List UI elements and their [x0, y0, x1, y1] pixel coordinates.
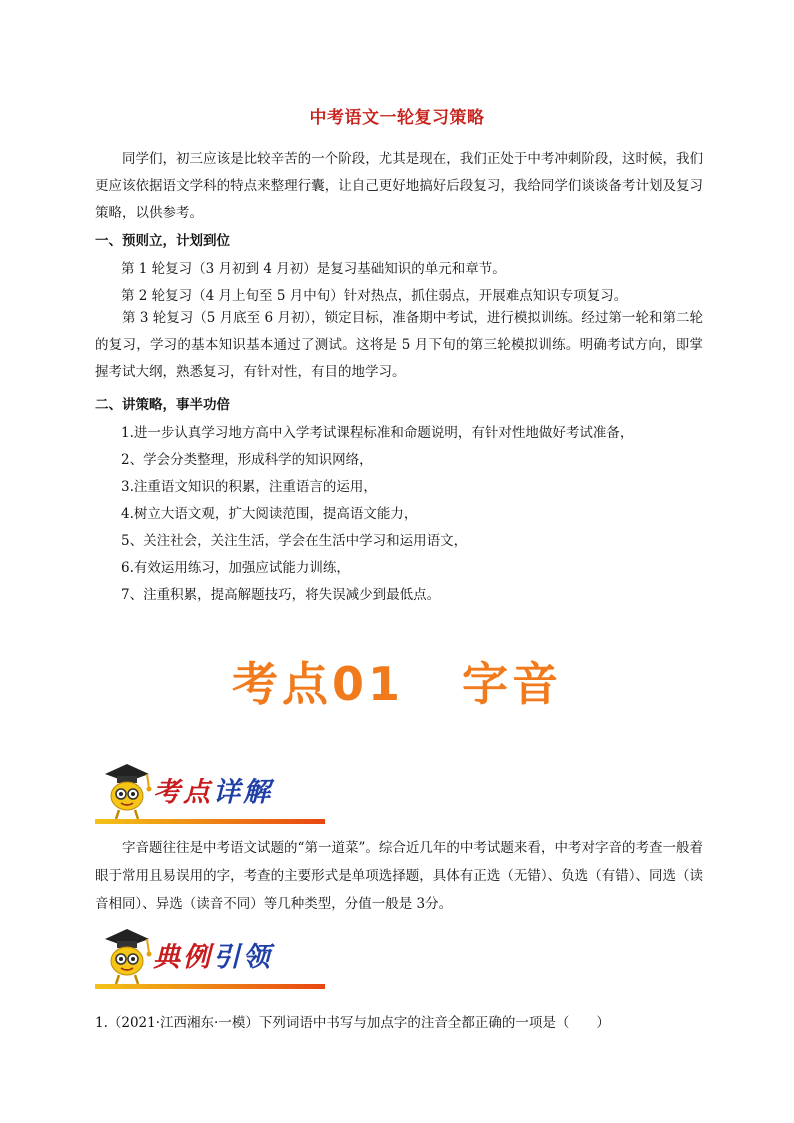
strategy-item: 4.树立大语文观，扩大阅读范围，提高语文能力， — [121, 506, 418, 522]
strategy-item: 6.有效运用练习，加强应试能力训练， — [121, 560, 350, 576]
intro-paragraph: 同学们，初三应该是比较辛苦的一个阶段，尤其是现在，我们正处于中考冲刺阶段，这时候，我们更应该依据语文学科的特点来整理行囊，让自己更好地搞好后段复习，我给同学们谈谈备考计划及复习策略，以供参考。 — [95, 151, 703, 221]
banner-label — [153, 770, 273, 809]
kaodian-topic: 字音 — [462, 657, 562, 711]
banner-kaodian-xiangjie — [95, 760, 325, 830]
question-1: 1.（2021·江西湘东·一模）下列词语中书写与加点字的注音全都正确的一项是（ ） — [95, 1015, 610, 1031]
strategy-item: 1.进一步认真学习地方高中入学考试课程标准和命题说明，有针对性地做好考试准备， — [121, 425, 634, 441]
strategy-item: 3.注重语文知识的积累，注重语言的运用， — [121, 479, 377, 495]
section2-heading: 二、讲策略，事半功倍 — [95, 397, 230, 413]
banner-underline — [95, 819, 325, 824]
page-title: 中考语文一轮复习策略 — [309, 108, 485, 128]
kaodian-title — [0, 648, 794, 714]
scholar-mascot-icon — [97, 925, 157, 987]
strategy-item: 7、注重积累，提高解题技巧，将失误减少到最低点。 — [121, 587, 441, 603]
banner-label-part2: 引领 — [213, 942, 273, 973]
section1-heading: 一、预则立，计划到位 — [95, 233, 230, 249]
kaodian-label: 考点01 — [231, 657, 404, 711]
banner-label-part1: 典例 — [153, 942, 213, 973]
round2-text: 第 2 轮复习（4 月上旬至 5 月中旬）针对热点，抓住弱点，开展难点知识专项复习。 — [121, 288, 628, 304]
round1-text: 第 1 轮复习（3 月初到 4 月初）是复习基础知识的单元和章节。 — [121, 261, 506, 277]
banner-label-part1: 考点 — [153, 777, 213, 808]
scholar-mascot-icon — [97, 760, 157, 822]
strategy-item: 2、学会分类整理，形成科学的知识网络， — [121, 452, 373, 468]
detail-paragraph: 字音题往往是中考语文试题的“第一道菜”。综合近几年的中考试题来看，中考对字音的考查一般着眼于常用且易误用的字，考查的主要形式是单项选择题，具体有正选（无错）、负选（有错）、同选（读音相同）、异选（读音不同）等几种类型，分值一般是 3分。 — [95, 840, 703, 912]
banner-label — [153, 935, 273, 974]
round3-text: 第 3 轮复习（5 月底至 6 月初），锁定目标，准备期中考试，进行模拟训练。经过第一轮和第二轮的复习，学习的基本知识基本通过了测试。这将是 5 月下旬的第三轮模拟训练。明确考试方向，即掌握考试大纲，熟悉复习，有针对性，有目的地学习。 — [95, 310, 703, 380]
banner-underline — [95, 984, 325, 989]
strategy-item: 5、关注社会，关注生活，学会在生活中学习和运用语文， — [121, 533, 468, 549]
banner-dianli-yinling — [95, 925, 325, 995]
banner-label-part2: 详解 — [213, 777, 273, 808]
